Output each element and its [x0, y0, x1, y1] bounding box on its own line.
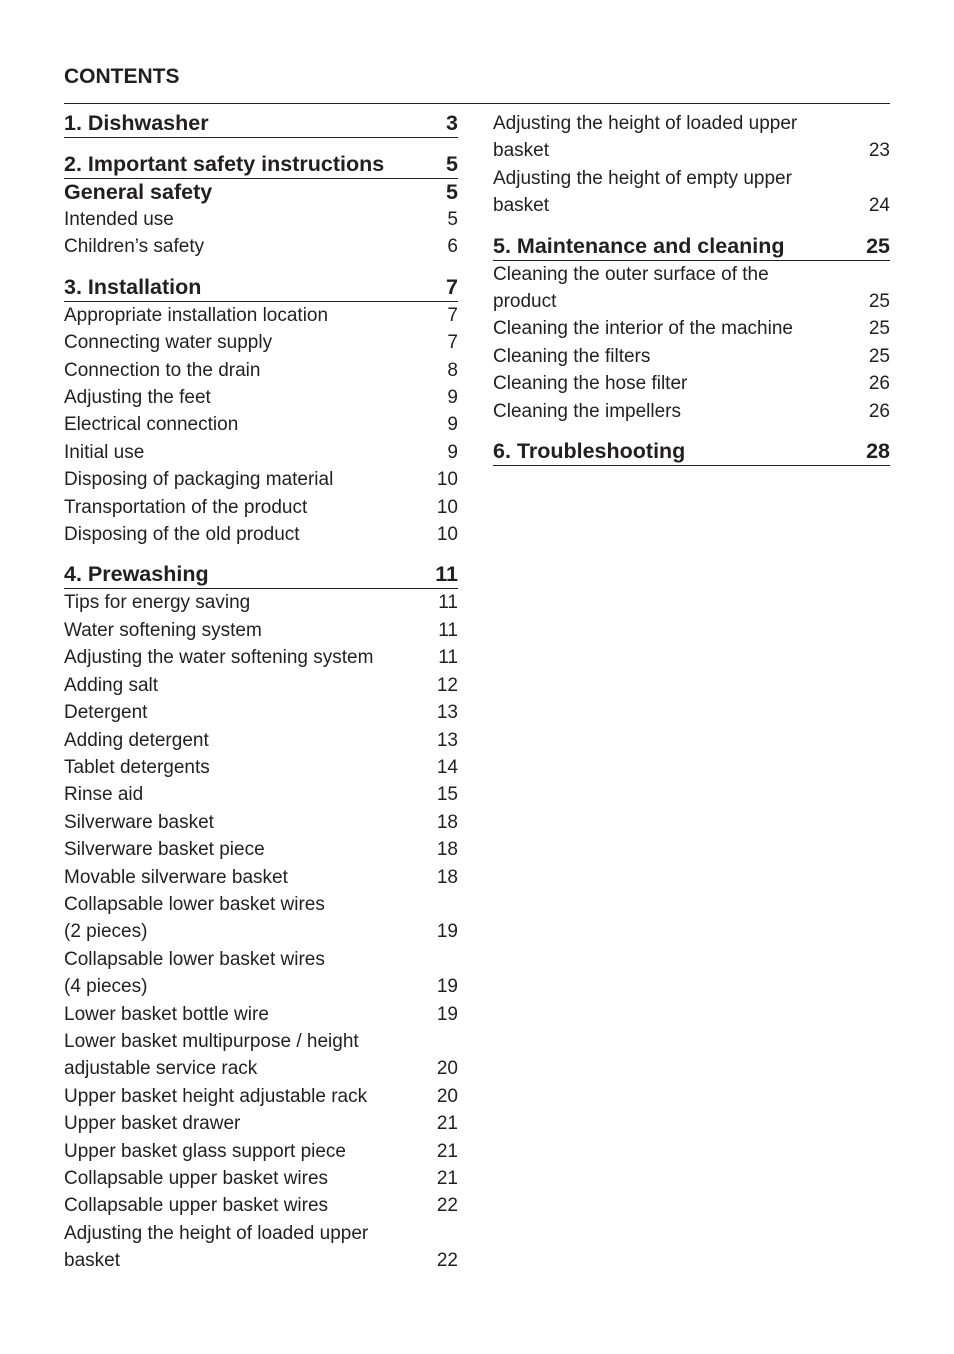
toc-entry[interactable] [64, 357, 458, 384]
toc-entry[interactable] [64, 1220, 458, 1275]
toc-entry-label: Cleaning the outer surface of the product [493, 263, 769, 313]
toc-entry[interactable] [64, 466, 458, 493]
toc-heading-2-important-safety-instructions[interactable] [64, 151, 458, 179]
toc-entry-label: Collapsable upper basket wires [64, 1195, 329, 1217]
toc-entry[interactable] [64, 699, 458, 726]
toc-entry[interactable] [64, 672, 458, 699]
toc-entry-label: Cleaning the impellers [493, 400, 681, 422]
toc-subheading-label: General safety [64, 180, 213, 204]
toc-entry[interactable] [493, 165, 890, 220]
toc-heading-label: 5. Maintenance and cleaning [493, 233, 785, 258]
toc-entry-label: Children’s safety [64, 236, 205, 258]
page-title: CONTENTS [64, 65, 180, 88]
toc-entry-page: 25 [868, 345, 890, 367]
toc-entry[interactable] [64, 439, 458, 466]
toc-entry-page: 11 [438, 647, 458, 669]
toc-entry-page: 10 [436, 524, 458, 546]
toc-entry[interactable] [64, 836, 458, 863]
toc-entry-page: 18 [436, 866, 458, 888]
toc-entry-label: Silverware basket piece [64, 839, 265, 861]
toc-entry-label: Movable silverware basket [64, 866, 288, 888]
toc-entry[interactable] [64, 754, 458, 781]
toc-entry[interactable] [493, 343, 890, 370]
toc-entry-label: Lower basket multipurpose / height adjustable service rack [64, 1030, 359, 1080]
toc-subheading-page: 5 [446, 180, 458, 204]
toc-entry[interactable] [64, 1001, 458, 1028]
toc-entry-page: 9 [447, 441, 458, 463]
toc-entry-label: Transportation of the product [64, 496, 308, 518]
toc-entry-page: 24 [868, 195, 890, 217]
toc-entry[interactable] [64, 384, 458, 411]
toc-entry-label: Tablet detergents [64, 756, 210, 778]
toc-heading-6-troubleshooting[interactable] [493, 438, 890, 466]
toc-entry[interactable] [64, 302, 458, 329]
toc-heading-label: 3. Installation [64, 274, 202, 299]
toc-section [493, 110, 890, 220]
toc-entry-label: Cleaning the filters [493, 345, 651, 367]
toc-entry-label: Silverware basket [64, 811, 214, 833]
toc-entry-label: Initial use [64, 441, 145, 463]
toc-entry-page: 18 [436, 811, 458, 833]
toc-entry-page: 21 [436, 1113, 458, 1135]
toc-entry-page: 22 [436, 1195, 458, 1217]
toc-entry-page: 19 [436, 1003, 458, 1025]
toc-entry[interactable] [64, 1138, 458, 1165]
toc-heading-page: 7 [446, 274, 458, 299]
toc-entry-page: 15 [436, 784, 458, 806]
toc-entry-page: 20 [436, 1085, 458, 1107]
toc-entry-page: 9 [447, 414, 458, 436]
toc-entry-label: Lower basket bottle wire [64, 1003, 269, 1025]
toc-entry-label: Adjusting the height of loaded upper basket [64, 1222, 369, 1272]
toc-entry[interactable] [493, 315, 890, 342]
toc-entry[interactable] [64, 1028, 458, 1083]
toc-entry[interactable] [64, 1192, 458, 1219]
toc-heading-label: 1. Dishwasher [64, 111, 209, 135]
toc-heading-4-prewashing[interactable] [64, 561, 458, 589]
toc-entry[interactable] [64, 411, 458, 438]
toc-entry[interactable] [64, 1165, 458, 1192]
toc-entry-label: Cleaning the interior of the machine [493, 318, 793, 340]
toc-entry[interactable] [64, 521, 458, 548]
toc-entry-page: 14 [436, 756, 458, 778]
toc-heading-page: 3 [446, 111, 458, 135]
toc-section [493, 233, 890, 425]
toc-subheading-general-safety[interactable] [64, 179, 458, 206]
toc-entry-page: 13 [436, 702, 458, 724]
toc-entry-label: Rinse aid [64, 784, 144, 806]
toc-entry-page: 19 [436, 976, 458, 998]
toc-entry[interactable] [493, 261, 890, 316]
toc-entry[interactable] [64, 864, 458, 891]
toc-entry-label: Intended use [64, 209, 174, 230]
toc-entry-label: Disposing of packaging material [64, 469, 334, 491]
toc-entry-page: 26 [868, 400, 890, 422]
toc-heading-label: 4. Prewashing [64, 562, 209, 587]
toc-section [493, 438, 890, 466]
toc-heading-page: 28 [866, 439, 890, 464]
toc-entry-label: Connecting water supply [64, 332, 273, 354]
toc-entry-page: 5 [447, 209, 458, 230]
toc-entry-page: 19 [436, 921, 458, 943]
toc-entry-page: 7 [447, 332, 458, 354]
toc-entry-page: 11 [438, 592, 458, 614]
toc-entry-page: 25 [868, 291, 890, 313]
toc-entry-label: Collapsable upper basket wires [64, 1168, 329, 1189]
toc-entry-label: Upper basket height adjustable rack [64, 1085, 368, 1107]
toc-section [64, 561, 458, 1274]
toc-entry[interactable] [64, 329, 458, 356]
toc-heading-label: 2. Important safety instructions [64, 152, 385, 176]
toc-entry-page: 9 [447, 387, 458, 409]
toc-section [64, 110, 458, 138]
toc-entry-label: Detergent [64, 702, 148, 724]
toc-entry-page: 22 [436, 1250, 458, 1272]
toc-entry-label: Upper basket drawer [64, 1113, 241, 1135]
toc-entry-page: 25 [868, 318, 890, 340]
toc-entry-label: Connection to the drain [64, 359, 261, 381]
toc-entry-page: 10 [436, 469, 458, 491]
toc-entry-label: Adjusting the height of loaded upper basket [493, 113, 798, 162]
toc-entry-label: Upper basket glass support piece [64, 1140, 346, 1162]
toc-entry[interactable] [493, 370, 890, 397]
toc-entry-page: 6 [447, 236, 458, 258]
toc-entry-page: 18 [436, 839, 458, 861]
toc-entry-page: 7 [447, 304, 458, 326]
toc-entry[interactable] [64, 809, 458, 836]
toc-right-column [493, 110, 890, 479]
toc-heading-page: 25 [866, 233, 890, 258]
toc-entry-label: Adjusting the feet [64, 387, 211, 409]
toc-entry-label: Disposing of the old product [64, 524, 300, 546]
toc-entry-page: 23 [868, 140, 890, 162]
toc-entry[interactable] [493, 110, 890, 165]
toc-entry[interactable] [64, 891, 458, 946]
toc-entry[interactable] [64, 589, 458, 616]
toc-entry[interactable] [64, 727, 458, 754]
toc-entry-page: 21 [436, 1140, 458, 1162]
toc-entry-page: 11 [438, 619, 458, 641]
toc-entry-label: Adding detergent [64, 729, 209, 751]
toc-heading-label: 6. Troubleshooting [493, 439, 686, 464]
toc-section [64, 274, 458, 549]
top-rule [64, 103, 890, 104]
toc-left-column [64, 110, 458, 1288]
toc-entry-page: 8 [447, 359, 458, 381]
toc-entry-label: Appropriate installation location [64, 304, 329, 326]
toc-entry[interactable] [64, 781, 458, 808]
toc-entry[interactable] [64, 233, 458, 260]
toc-entry[interactable] [493, 398, 890, 425]
toc-entry-label: Collapsable lower basket wires (4 pieces) [64, 948, 325, 998]
toc-entry-label: Water softening system [64, 619, 262, 641]
toc-section [64, 151, 458, 261]
toc-entry-label: Adjusting the water softening system [64, 647, 374, 669]
toc-heading-page: 11 [435, 562, 458, 587]
toc-entry-label: Adjusting the height of empty upper basket [493, 167, 792, 217]
toc-entry[interactable] [64, 946, 458, 1001]
toc-entry[interactable] [64, 206, 458, 233]
toc-entry-page: 10 [436, 496, 458, 518]
toc-entry[interactable] [64, 644, 458, 671]
toc-entry-page: 20 [436, 1058, 458, 1080]
toc-heading-1-dishwasher[interactable] [64, 110, 458, 138]
toc-entry-page: 26 [868, 373, 890, 395]
toc-entry-page: 12 [436, 674, 458, 696]
toc-entry[interactable] [64, 1083, 458, 1110]
toc-entry-page: 13 [436, 729, 458, 751]
toc-entry-label: Electrical connection [64, 414, 239, 436]
toc-entry-label: Tips for energy saving [64, 592, 251, 614]
toc-heading-3-installation[interactable] [64, 274, 458, 302]
toc-heading-5-maintenance-and-cleaning[interactable] [493, 233, 890, 261]
toc-entry-page: 21 [436, 1168, 458, 1189]
toc-entry[interactable] [64, 1110, 458, 1137]
toc-heading-page: 5 [446, 152, 458, 176]
toc-entry-label: Collapsable lower basket wires (2 pieces) [64, 893, 325, 943]
toc-entry[interactable] [64, 617, 458, 644]
toc-entry[interactable] [64, 494, 458, 521]
toc-entry-label: Adding salt [64, 674, 159, 696]
toc-entry-label: Cleaning the hose filter [493, 373, 688, 395]
